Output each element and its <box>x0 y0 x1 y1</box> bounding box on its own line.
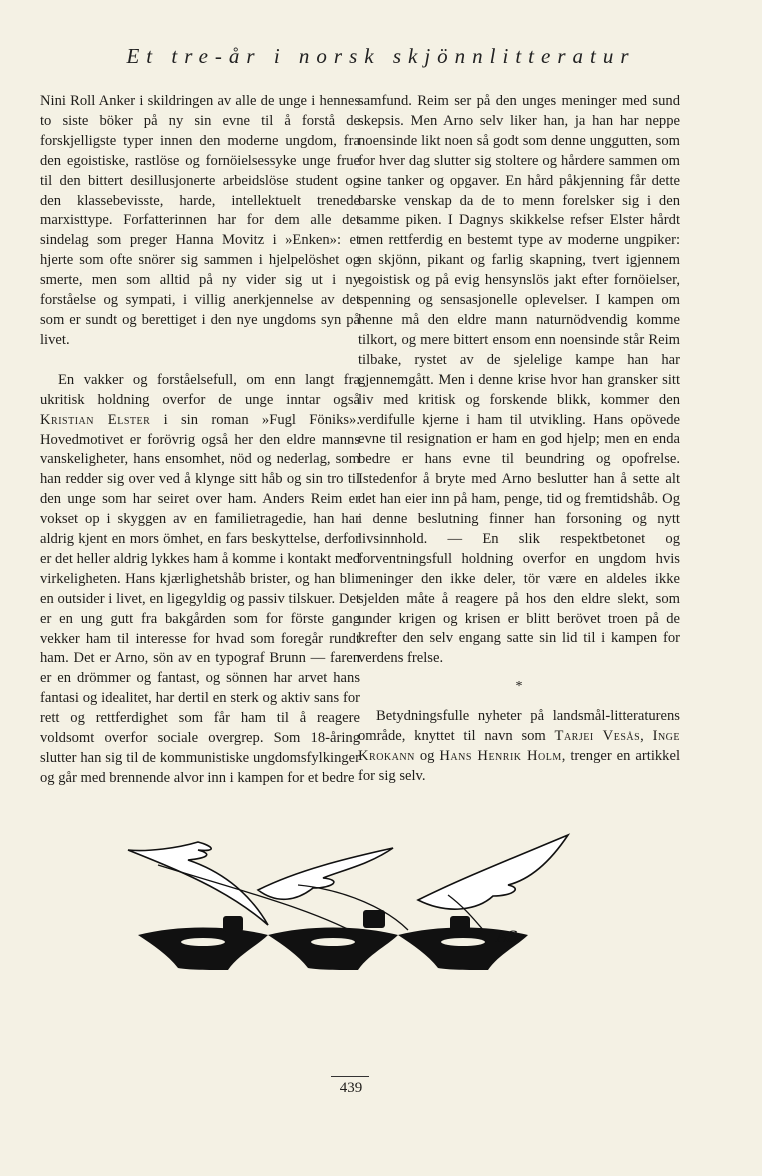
author-name: Tarjei Vesås <box>554 728 641 745</box>
footer-rule <box>331 1076 369 1077</box>
paragraph-roll-anker: Nini Roll Anker i skildringen av alle de unge i hennes to siste böker på ny sin evne til å forstå de forskjelligste typer innen den moderne ungdom, fra den egoistiske, rastlöse og fornöielsessyke unge frue til den bittert desillusjonerte arbeidslöse student og den klassebevisste, harde, intellektuelt trenede marxisttype. Forfatterinnen har for dem alle det sindelag som preger Hanna Movitz i »Enken»: et hjerte som ofte snörer sig sammen i hjelpelöshet og smerte, men som alltid på ny vider sig ut i ny forståelse og sympati, i villig anerkjennelse av det som er sundt og berettiget i den nye ungdoms syn på livet. <box>40 93 360 348</box>
left-column <box>40 92 360 789</box>
author-name: Inge Krokann <box>358 728 680 764</box>
quill-feather-left <box>128 842 268 925</box>
section-separator: * <box>515 679 523 695</box>
quill-feather-center <box>258 848 393 899</box>
paragraph-landsmal: Betydningsfulle nyheter på landsmål-litteraturens område, knyttet til navn som Tarjei Vesås, Inge Krokann og Hans Henrik Holm, trenger en artikkel for sig selv. <box>358 708 680 784</box>
right-column <box>358 92 680 787</box>
page-number: 439 <box>339 1080 363 1096</box>
inkwell-left <box>138 928 268 971</box>
paragraph-elster: En vakker og forståelsefull, om enn langt fra ukritisk holdning overfor de unge inntar også Kristian Elster i sin roman »Fugl Föniks». Hovedmotivet er forövrig også her den eldre manns vanskeligheter, hans ensomhet, nöd og nederlag, som han redder sig over ved å klynge sitt håb og sin tro til den unge som har seiret over ham. Anders Reim er vokset op i skyggen av en familietragedie, han har aldrig kjent en mors ömhet, en fars beskyttelse, derfor er det heller aldrig lykkes ham å komme i kontakt med virkeligheten. Hans kjærlighetshåb brister, og han blir en outsider i livet, en ligegyldig og passiv tilskuer. Det er en ung gutt fra bakgården som for förste gang vekker ham til interesse for hvad som foregår rundt ham. Det er Arno, sön av en typograf Brunn — faren er en drömmer og fantast, og sönnen har arvet hans fantasi og idealitet, har dertil en sterk og aktiv sans for rett og rettferdighet som får ham til å reagere voldsomt overfor sociale overgrep. Som 18-åring slutter han sig til de kommunistiske ungdomsfylkinger og går med brennende alvor inn i kampen for et bedre <box>40 371 360 786</box>
monogram: AS <box>496 927 519 946</box>
inkwell-center <box>268 928 398 971</box>
inkwell-quill-ornament <box>118 830 578 980</box>
author-name: Kristian Elster <box>40 411 151 428</box>
quill-feather-right <box>418 835 568 909</box>
author-name: Hans Henrik Holm <box>439 748 562 764</box>
paragraph-reim: samfund. Reim ser på den unges meninger med sund skepsis. Men Arno selv liker han, ja han har neppe noensinde likt noen så godt som denne unggutten, som for hver dag slutter sig stoltere og hårdere sammen om sine tanker og opgaver. En hård påkjenning får dette barske venskap da de to menn forelsker sig i den samme piken. I Dagnys skikkelse refser Elster hårdt men rettferdig en bestemt type av moderne ungpiker: en skjönn, pikant og farlig skapning, tvert igjennem egoistisk og på evig hensynslös jakt efter fornöielser, spenning og sensasjonelle oplevelser. I kampen om henne må den eldre mann naturnödvendig komme tilkort, og mere bittert ensom enn noensinde står Reim tilbake, rystet av de sjelelige kampe han har gjennemgått. Men i denne krise hvor han gransker sitt liv med kritisk og forskende blikk, kommer den verdifulle kjerne i ham til utvikling. Hans opövede evne til resignation er ham en god hjelp; men en enda bedre er hans evne til beundring og opofrelse. Istedenfor å bryte med Arno beslutter han å sette alt det han eier inn på ham, penge, tid og fremtidshåb. Og i denne beslutning finner han forsoning og nytt livsinnhold. — En slik respektbetonet og forventningsfull holdning overfor en ungdom hvis meninger den ikke deler, tör være en aldeles ikke sjelden måte å reagere på hos den eldre slekt, som under krigen og krisen er blitt berövet troen på de krefter den selv engang satte sin lid til i kampen for verdens frelse. <box>358 93 680 667</box>
running-header: Et tre-år i norsk skjönnlitteratur <box>126 44 636 68</box>
